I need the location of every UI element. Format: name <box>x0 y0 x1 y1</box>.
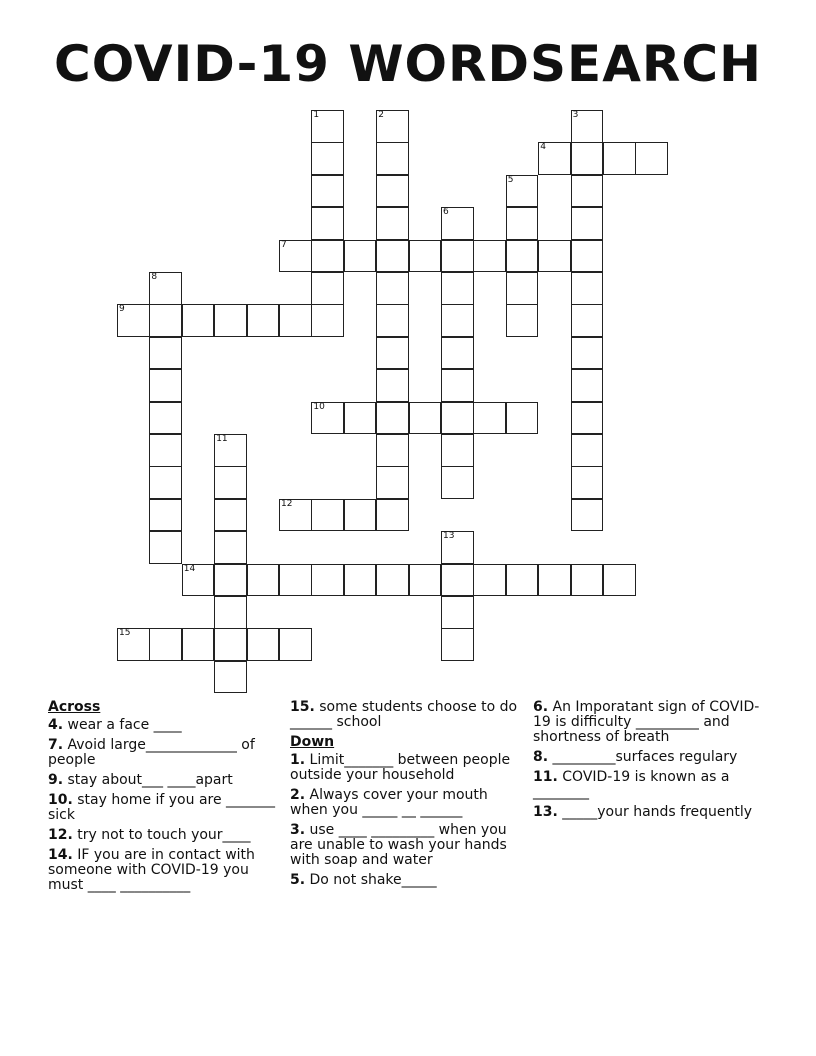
grid-cell[interactable] <box>506 564 539 597</box>
grid-cell[interactable] <box>376 466 409 499</box>
grid-cell[interactable] <box>571 466 604 499</box>
grid-cell[interactable] <box>214 466 247 499</box>
clue-down-2: 2. Always cover your mouth when you _____ __ ______ <box>290 787 488 818</box>
grid-cell[interactable] <box>149 369 182 402</box>
clue-across-14: 14. IF you are in contact with someone with COVID-19 you must ____ __________ <box>48 847 255 893</box>
grid-cell[interactable] <box>311 110 344 143</box>
grid-cell[interactable] <box>182 628 215 661</box>
grid-cell[interactable] <box>506 402 539 435</box>
grid-cell[interactable] <box>409 402 442 435</box>
grid-cell[interactable] <box>538 142 571 175</box>
grid-cell[interactable] <box>376 564 409 597</box>
grid-cell[interactable] <box>571 337 604 370</box>
grid-cell[interactable] <box>441 207 474 240</box>
grid-cell[interactable] <box>441 466 474 499</box>
clues-column-1 <box>48 700 278 898</box>
clue-down-8: 8. _________surfaces regulary <box>533 749 738 765</box>
grid-cell[interactable] <box>149 272 182 305</box>
grid-cell[interactable] <box>214 596 247 629</box>
grid-cell[interactable] <box>214 434 247 467</box>
clue-across-10: 10. stay home if you are _______ sick <box>48 792 276 823</box>
cell-number: 1 <box>313 110 320 120</box>
clue-across-7: 7. Avoid large_____________ of people <box>48 737 255 768</box>
grid-cell[interactable] <box>571 272 604 305</box>
grid-cell[interactable] <box>571 240 604 273</box>
grid-cell[interactable] <box>571 564 604 597</box>
grid-cell[interactable] <box>409 240 442 273</box>
grid-cell[interactable] <box>311 272 344 305</box>
grid-cell[interactable] <box>149 628 182 661</box>
grid-cell[interactable] <box>441 402 474 435</box>
cell-number: 6 <box>443 207 449 218</box>
grid-cell[interactable] <box>376 175 409 208</box>
clue-across-9: 9. stay about___ ____apart <box>48 772 233 788</box>
clue-down-3: 3. use ____ _________ when you are unable to wash your hands with soap and water <box>290 822 507 868</box>
across-heading: Across <box>48 699 101 715</box>
cell-number: 2 <box>378 110 384 120</box>
grid-cell[interactable] <box>571 304 604 337</box>
grid-cell[interactable] <box>376 434 409 467</box>
grid-cell[interactable] <box>376 337 409 370</box>
grid-cell[interactable] <box>376 402 409 435</box>
grid-cell[interactable] <box>214 304 247 337</box>
grid-cell[interactable] <box>247 564 280 597</box>
grid-cell[interactable] <box>571 207 604 240</box>
grid-cell[interactable] <box>506 304 539 337</box>
grid-cell[interactable] <box>279 628 312 661</box>
grid-cell[interactable] <box>571 369 604 402</box>
grid-cell[interactable] <box>311 564 344 597</box>
grid-cell[interactable] <box>149 466 182 499</box>
grid-cell[interactable] <box>571 175 604 208</box>
grid-cell[interactable] <box>571 142 604 175</box>
grid-cell[interactable] <box>441 369 474 402</box>
grid-cell[interactable] <box>279 499 312 532</box>
grid-cell[interactable] <box>311 402 344 435</box>
grid-cell[interactable] <box>311 142 344 175</box>
cell-number: 3 <box>572 110 579 120</box>
grid-cell[interactable] <box>506 207 539 240</box>
clue-down-6: 6. An Imporatant sign of COVID-19 is difficulty _________ and shortness of breath <box>533 699 760 745</box>
grid-cell[interactable] <box>247 304 280 337</box>
grid-cell[interactable] <box>441 337 474 370</box>
grid-cell[interactable] <box>571 402 604 435</box>
clue-down-13: 13. _____your hands frequently <box>533 804 753 820</box>
clues-column-2 <box>290 700 522 893</box>
grid-cell[interactable] <box>214 564 247 597</box>
grid-cell[interactable] <box>376 499 409 532</box>
grid-cell[interactable] <box>441 272 474 305</box>
grid-cell[interactable] <box>441 564 474 597</box>
grid-cell[interactable] <box>117 628 150 661</box>
cell-number: 10 <box>313 401 325 412</box>
grid-cell[interactable] <box>506 240 539 273</box>
grid-cell[interactable] <box>376 110 409 143</box>
clue-down-5: 5. Do not shake_____ <box>290 872 437 888</box>
cell-number: 7 <box>281 239 287 250</box>
grid-cell[interactable] <box>344 564 377 597</box>
grid-cell[interactable] <box>635 142 668 175</box>
grid-cell[interactable] <box>473 240 506 273</box>
grid-cell[interactable] <box>603 142 636 175</box>
cell-number: 13 <box>443 531 455 542</box>
grid-cell[interactable] <box>117 304 150 337</box>
grid-cell[interactable] <box>441 531 474 564</box>
cell-number: 4 <box>540 142 546 153</box>
grid-cell[interactable] <box>149 531 182 564</box>
cell-number: 8 <box>151 272 158 282</box>
grid-cell[interactable] <box>344 240 377 273</box>
down-heading: Down <box>290 734 335 750</box>
cell-number: 12 <box>281 498 293 509</box>
grid-cell[interactable] <box>571 110 604 143</box>
grid-cell[interactable] <box>538 564 571 597</box>
grid-cell[interactable] <box>441 596 474 629</box>
grid-cell[interactable] <box>571 499 604 532</box>
cell-number: 14 <box>183 563 196 574</box>
clue-down-1: 1. Limit_______ between people outside your household <box>290 752 511 783</box>
grid-cell[interactable] <box>279 304 312 337</box>
clue-across-12: 12. try not to touch your____ <box>48 827 251 843</box>
grid-cell[interactable] <box>149 304 182 337</box>
grid-cell[interactable] <box>506 175 539 208</box>
grid-cell[interactable] <box>311 207 344 240</box>
grid-cell[interactable] <box>506 272 539 305</box>
grid-cell[interactable] <box>376 304 409 337</box>
cell-number: 5 <box>507 174 514 185</box>
grid-cell[interactable] <box>214 531 247 564</box>
grid-cell[interactable] <box>538 240 571 273</box>
grid-cell[interactable] <box>441 304 474 337</box>
cell-number: 9 <box>119 304 125 315</box>
grid-cell[interactable] <box>376 240 409 273</box>
grid-cell[interactable] <box>603 564 636 597</box>
grid-cell[interactable] <box>376 207 409 240</box>
grid-cell[interactable] <box>571 434 604 467</box>
grid-cell[interactable] <box>311 240 344 273</box>
grid-cell[interactable] <box>441 628 474 661</box>
grid-cell[interactable] <box>409 564 442 597</box>
grid-cell[interactable] <box>247 628 280 661</box>
grid-cell[interactable] <box>311 175 344 208</box>
grid-cell[interactable] <box>344 499 377 532</box>
grid-cell[interactable] <box>344 402 377 435</box>
cell-number: 11 <box>216 434 228 444</box>
grid-cell[interactable] <box>149 402 182 435</box>
grid-cell[interactable] <box>279 240 312 273</box>
clue-down-11: 11. COVID-19 is known as a ________ <box>533 769 730 800</box>
grid-cell[interactable] <box>214 661 247 694</box>
grid-cell[interactable] <box>149 434 182 467</box>
grid-cell[interactable] <box>149 337 182 370</box>
grid-cell[interactable] <box>473 402 506 435</box>
grid-cell[interactable] <box>214 499 247 532</box>
grid-cell[interactable] <box>473 564 506 597</box>
cell-number: 15 <box>119 628 131 639</box>
grid-cell[interactable] <box>149 499 182 532</box>
page-title: COVID-19 WORDSEARCH <box>54 35 762 93</box>
grid-cell[interactable] <box>441 240 474 273</box>
grid-cell[interactable] <box>214 628 247 661</box>
clues-column-3 <box>533 700 765 825</box>
grid-cell[interactable] <box>376 369 409 402</box>
grid-cell[interactable] <box>182 564 215 597</box>
grid-cell[interactable] <box>376 272 409 305</box>
grid-cell[interactable] <box>311 499 344 532</box>
grid-cell[interactable] <box>182 304 215 337</box>
grid-cell[interactable] <box>311 304 344 337</box>
grid-cell[interactable] <box>376 142 409 175</box>
grid-cell[interactable] <box>279 564 312 597</box>
clue-across-4: 4. wear a face ____ <box>48 717 182 733</box>
clue-across-15: 15. some students choose to do ______ school <box>290 699 518 730</box>
grid-cell[interactable] <box>441 434 474 467</box>
